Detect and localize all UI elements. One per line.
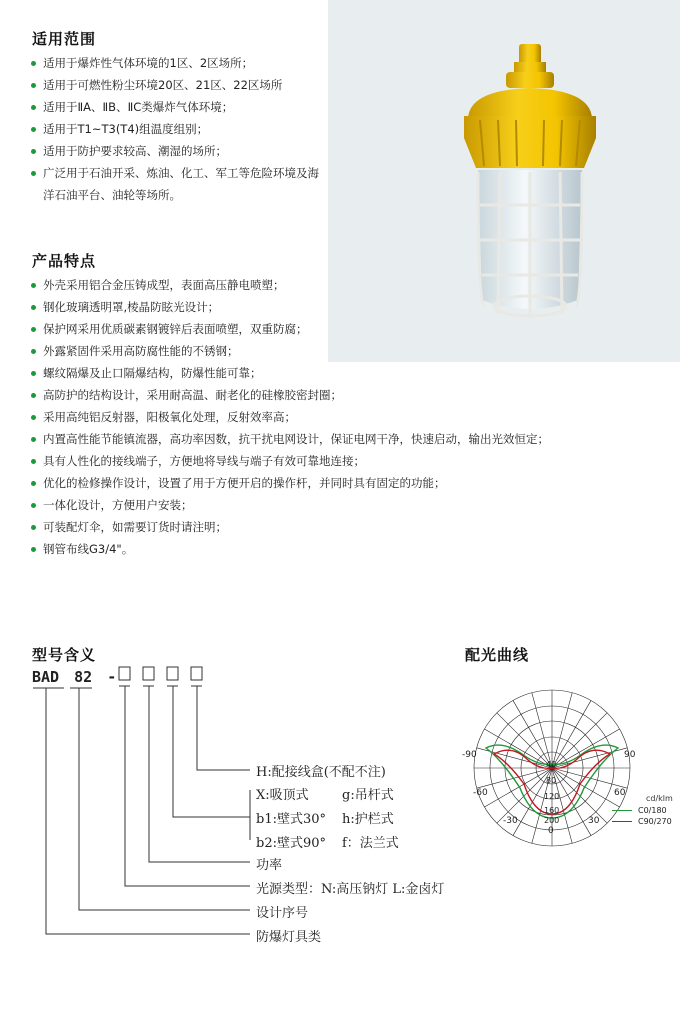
polar-spoke [484, 729, 552, 768]
legend-swatch [612, 821, 632, 823]
desc-category: 防爆灯具类 [256, 930, 322, 945]
scope-title: 适用范围 [32, 30, 97, 48]
list-item: 适用于可燃性粉尘环境20区、21区、22区场所 [30, 74, 330, 96]
list-item: 优化的检修操作设计，设置了用于方便开启的操作杆，并同时具有固定的功能； [30, 472, 630, 494]
desc-junction-box: H:配接线盒(不配不注) [256, 765, 386, 780]
radial-label: 120 [544, 792, 560, 801]
desc-power: 功率 [256, 858, 283, 873]
legend-item-c90 [612, 816, 672, 827]
list-item: 具有人性化的接线端子，方便地将导线与端子有效可靠地连接； [30, 450, 630, 472]
radial-label: 200 [544, 816, 560, 825]
polar-spoke [513, 700, 552, 768]
angle-label: 90 [624, 750, 636, 760]
polar-spoke [552, 693, 572, 768]
list-item: 适用于ⅡA、ⅡB、ⅡC类爆炸气体环境； [30, 96, 330, 118]
desc-pendant: g:吊杆式 [342, 788, 394, 803]
model-title: 型号含义 [32, 646, 97, 664]
polar-spoke [552, 768, 620, 807]
legend-item-c0 [612, 805, 672, 816]
angle-label: -90 [462, 750, 477, 760]
polar-spoke [552, 713, 607, 768]
desc-guardrail: h:护栏式 [342, 812, 394, 827]
features-list [30, 274, 630, 560]
code-number: 82 [74, 668, 93, 686]
angle-label: 60 [614, 788, 626, 798]
legend [612, 805, 672, 827]
angle-label: 30 [588, 816, 600, 826]
radial-label: 40 [546, 760, 557, 769]
angle-label: -30 [503, 816, 518, 826]
features-title: 产品特点 [32, 252, 97, 270]
desc-wall90: b2:壁式90° [256, 836, 327, 851]
list-item: 外露紧固件采用高防腐性能的不锈钢； [30, 340, 630, 362]
list-item: 适用于爆炸性气体环境的1区、2区场所； [30, 52, 330, 74]
polar-spoke [497, 713, 552, 768]
legend-label: C90/270 [638, 817, 672, 826]
polar-title: 配光曲线 [465, 646, 530, 664]
legend-swatch [612, 810, 632, 812]
list-item: 内置高性能节能镇流器，高功率因数，抗干扰电网设计，保证电网干净，快速启动，输出光效恒定； [30, 428, 630, 450]
list-item: 采用高纯铝反射器，阳极氧化处理，反射效率高； [30, 406, 630, 428]
code-prefix: BAD [32, 668, 60, 686]
list-item: 外壳采用铝合金压铸成型，表面高压静电喷塑； [30, 274, 630, 296]
list-item: 适用于防护要求较高、潮湿的场所； [30, 140, 330, 162]
polar-spoke [552, 768, 607, 823]
list-item: 钢管布线G3/4"。 [30, 538, 630, 560]
list-item: 钢化玻璃透明罩,棱晶防眩光设计； [30, 296, 630, 318]
list-item: 高防护的结构设计，采用耐高温、耐老化的硅橡胶密封圈； [30, 384, 630, 406]
polar-spoke [532, 693, 552, 768]
desc-light-source: 光源类型：N:高压钠灯 L:金卤灯 [256, 882, 445, 897]
list-item: 可装配灯伞，如需要订货时请注明； [30, 516, 630, 538]
radial-label: 80 [546, 776, 557, 785]
list-item: 螺纹隔爆及止口隔爆结构，防爆性能可靠； [30, 362, 630, 384]
list-item: 保护网采用优质碳素钢镀锌后表面喷塑，双重防腐； [30, 318, 323, 340]
polar-spoke [552, 700, 591, 768]
list-item: 广泛用于石油开采、炼油、化工、军工等危险环境及海洋石油平台、油轮等场所。 [30, 162, 330, 206]
polar-spoke [484, 768, 552, 807]
model-code [32, 668, 116, 686]
desc-wall30: b1:壁式30° [256, 812, 327, 827]
code-dash: - [107, 668, 117, 686]
unit-label: cd/klm [646, 794, 673, 803]
angle-label: -60 [473, 788, 488, 798]
list-item: 一体化设计，方便用户安装； [30, 494, 630, 516]
angle-label: 0 [548, 826, 554, 836]
desc-ceiling: X:吸顶式 [256, 788, 309, 803]
list-item: 适用于T1~T3(T4)组温度组别； [30, 118, 330, 140]
scope-list [30, 52, 330, 206]
desc-flange: f：法兰式 [342, 836, 399, 851]
desc-serial: 设计序号 [256, 906, 309, 921]
legend-label: C0/180 [638, 806, 667, 815]
polar-spoke [552, 729, 620, 768]
radial-label: 160 [544, 806, 560, 815]
